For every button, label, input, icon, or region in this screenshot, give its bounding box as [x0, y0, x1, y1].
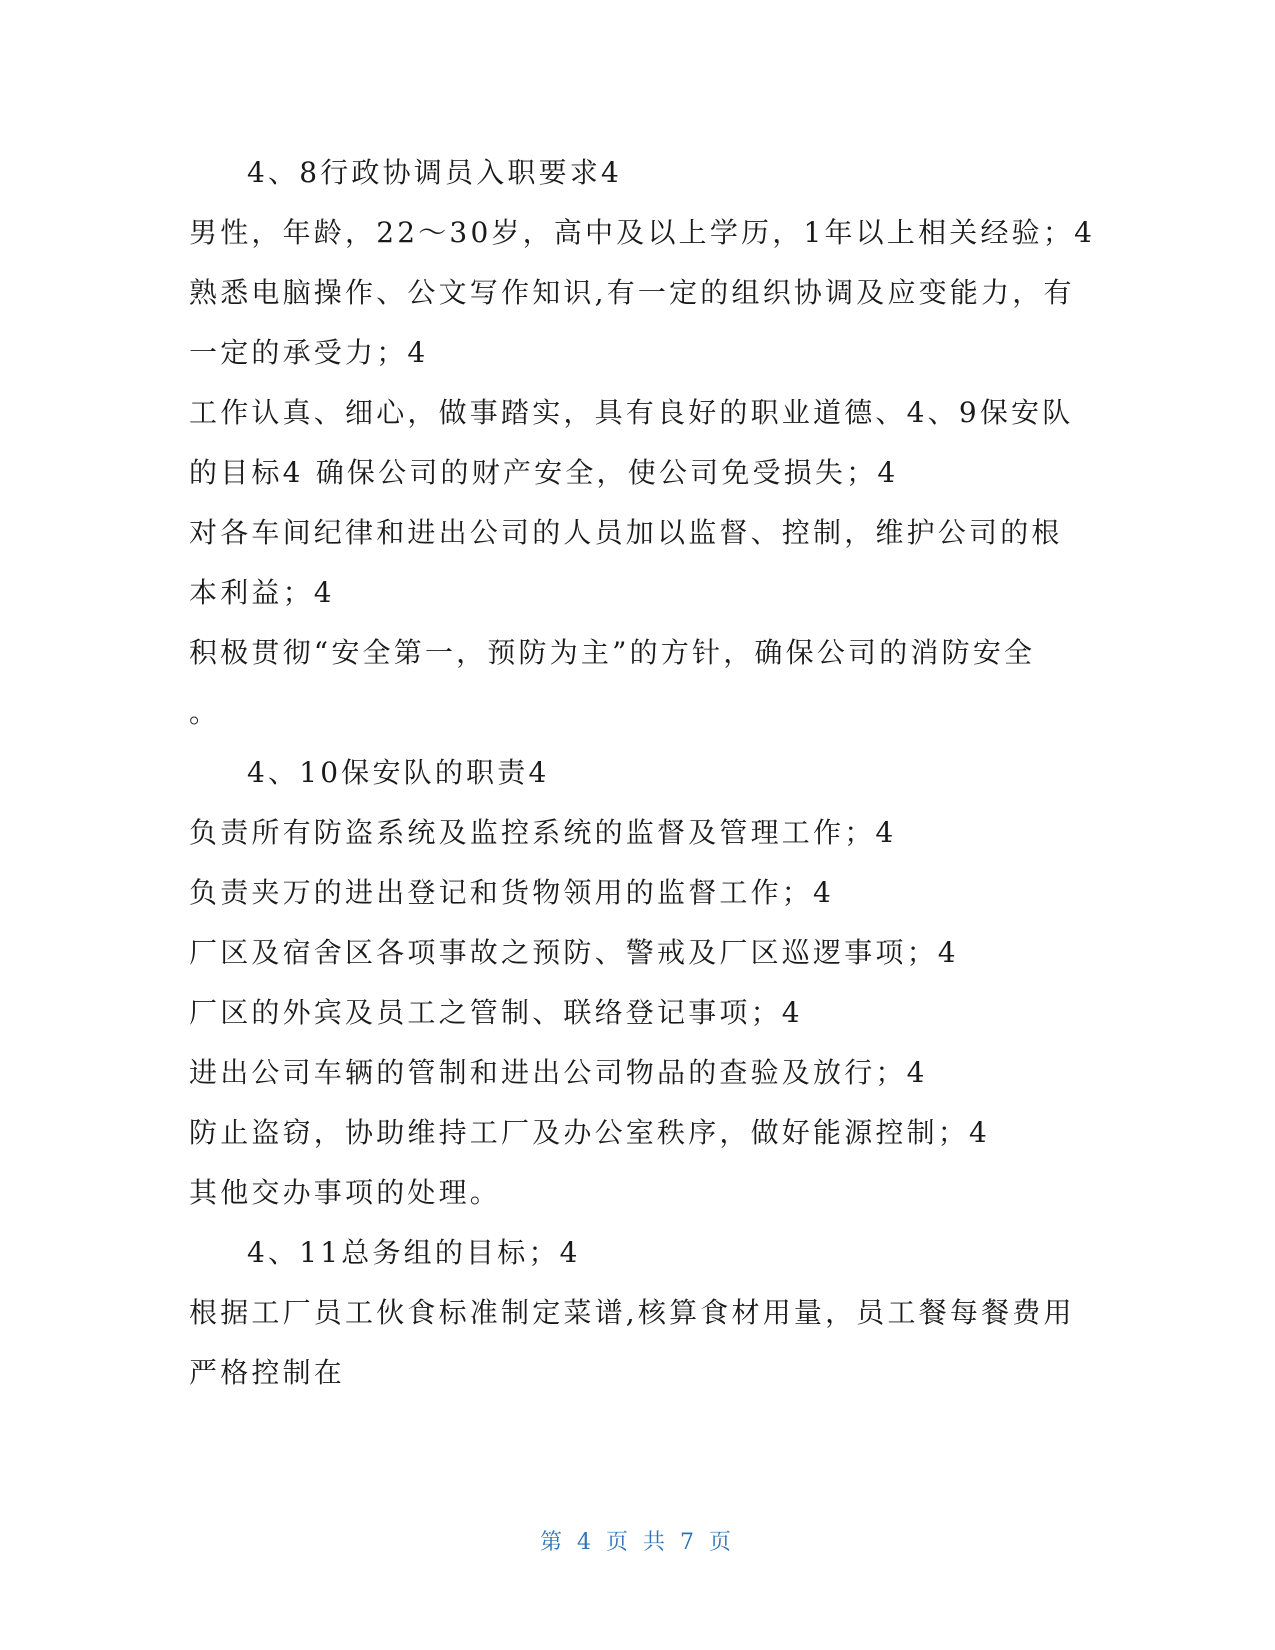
paragraph-line: 防止盗窃，协助维持工厂及办公室秩序，做好能源控制；4: [189, 1116, 991, 1149]
paragraph-line: 的目标4 确保公司的财产安全，使公司免受损失；4: [189, 456, 899, 489]
page-footer: [0, 1525, 1275, 1556]
paragraph-line: 熟悉电脑操作、公文写作知识,有一定的组织协调及应变能力，有: [189, 276, 1075, 309]
section-heading-4-8: 4、8行政协调员入职要求4: [247, 156, 623, 189]
paragraph-line: 进出公司车辆的管制和进出公司物品的查验及放行；4: [189, 1056, 928, 1089]
section-heading-4-11: 4、11总务组的目标；4: [247, 1236, 581, 1269]
paragraph-line: 根据工厂员工伙食标准制定菜谱,核算食材用量，员工餐每餐费用: [189, 1296, 1075, 1329]
paragraph-line: 男性，年龄，22～30岁，高中及以上学历，1年以上相关经验；4: [189, 216, 1096, 249]
paragraph-line: 对各车间纪律和进出公司的人员加以监督、控制，维护公司的根: [189, 516, 1063, 549]
paragraph-line: 。: [189, 696, 221, 729]
paragraph-line: 厂区的外宾及员工之管制、联络登记事项；4: [189, 996, 803, 1029]
paragraph-line: 严格控制在: [189, 1356, 346, 1389]
paragraph-line: 积极贯彻“安全第一，预防为主”的方针，确保公司的消防安全: [189, 636, 1036, 669]
section-heading-4-10: 4、10保安队的职责4: [247, 756, 550, 789]
paragraph-line: 工作认真、细心，做事踏实，具有良好的职业道德、4、9保安队: [189, 396, 1074, 429]
document-body: [189, 143, 1096, 1403]
paragraph-line: 负责夹万的进出登记和货物领用的监督工作；4: [189, 876, 835, 909]
paragraph-line: 厂区及宿舍区各项事故之预防、警戒及厂区巡逻事项；4: [189, 936, 959, 969]
paragraph-line: 本利益；4: [189, 576, 335, 609]
paragraph-line: 其他交办事项的处理。: [189, 1176, 502, 1209]
page-number-label: 第 4 页 共 7 页: [540, 1530, 735, 1555]
paragraph-line: 一定的承受力；4: [189, 336, 429, 369]
paragraph-line: 负责所有防盗系统及监控系统的监督及管理工作；4: [189, 816, 897, 849]
